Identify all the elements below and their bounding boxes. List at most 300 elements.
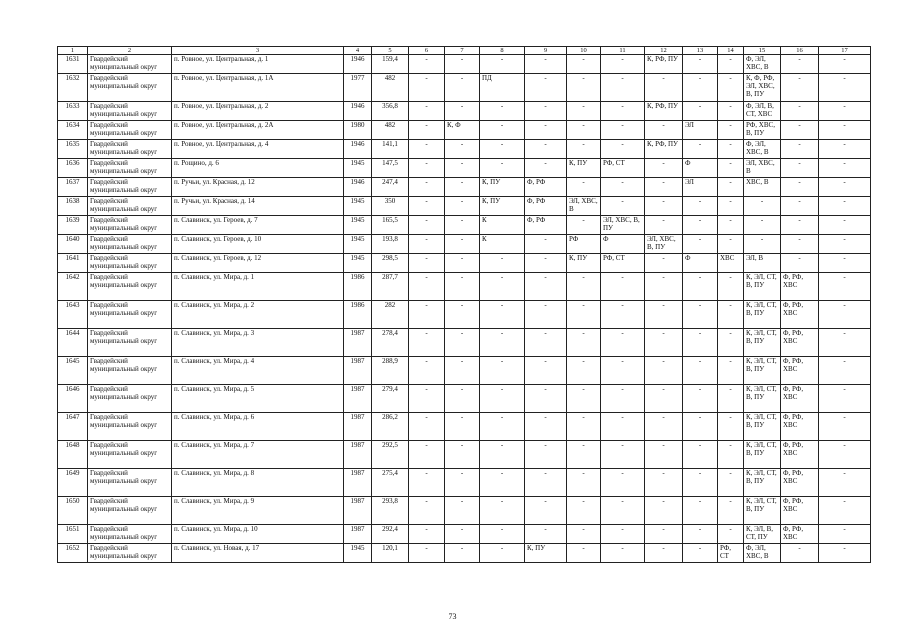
table-cell: - xyxy=(445,441,480,469)
table-cell: - xyxy=(480,497,525,525)
table-cell: - xyxy=(819,178,871,197)
table-cell: 1648 xyxy=(58,441,88,469)
table-cell: - xyxy=(819,497,871,525)
table-cell: п. Ровное, ул. Центральная, д. 1 xyxy=(172,55,344,74)
table-cell: 1987 xyxy=(344,469,372,497)
table-cell: - xyxy=(601,197,645,216)
table-cell: 247,4 xyxy=(372,178,409,197)
table-cell: - xyxy=(567,140,601,159)
column-header: 8 xyxy=(480,47,525,55)
table-cell: п. Ровное, ул. Центральная, д. 2А xyxy=(172,121,344,140)
table-cell: - xyxy=(645,497,683,525)
table-cell: 1640 xyxy=(58,235,88,254)
table-cell: - xyxy=(525,525,567,544)
table-cell: 1631 xyxy=(58,55,88,74)
table-row xyxy=(58,385,871,413)
table-cell: - xyxy=(445,469,480,497)
table-cell: - xyxy=(601,55,645,74)
table-cell: ЭЛ, ХВС, В xyxy=(744,159,781,178)
table-cell: п. Славинск, ул. Мира, д. 7 xyxy=(172,441,344,469)
table-cell: - xyxy=(445,357,480,385)
table-cell: - xyxy=(567,273,601,301)
table-cell: - xyxy=(683,413,718,441)
table-cell: 1647 xyxy=(58,413,88,441)
table-cell: - xyxy=(409,301,445,329)
table-cell: - xyxy=(567,441,601,469)
table-cell: - xyxy=(567,74,601,102)
column-header: 10 xyxy=(567,47,601,55)
table-row xyxy=(58,55,871,74)
table-cell: Ф, ЭЛ, В, СТ, ХВС xyxy=(744,102,781,121)
table-cell: - xyxy=(819,74,871,102)
table-cell: - xyxy=(683,525,718,544)
table-cell: - xyxy=(819,301,871,329)
table-cell: - xyxy=(445,197,480,216)
table-cell: - xyxy=(819,235,871,254)
table-cell: Гвардейский муниципальный округ xyxy=(88,469,172,497)
column-number-row xyxy=(58,47,871,55)
table-cell: - xyxy=(683,385,718,413)
table-cell: - xyxy=(409,254,445,273)
table-cell: - xyxy=(409,74,445,102)
table-cell: - xyxy=(445,413,480,441)
table-cell: 1645 xyxy=(58,357,88,385)
table-cell: - xyxy=(744,235,781,254)
table-cell: - xyxy=(718,497,744,525)
table-body xyxy=(58,55,871,563)
table-cell: - xyxy=(819,197,871,216)
column-header: 14 xyxy=(718,47,744,55)
table-cell: - xyxy=(601,441,645,469)
table-cell: - xyxy=(683,357,718,385)
table-cell: 298,5 xyxy=(372,254,409,273)
table-cell: - xyxy=(645,273,683,301)
table-cell: ЭЛ xyxy=(683,121,718,140)
table-cell: - xyxy=(480,102,525,121)
table-cell: - xyxy=(567,102,601,121)
table-cell: - xyxy=(781,544,819,563)
table-cell: - xyxy=(645,469,683,497)
table-cell: - xyxy=(683,544,718,563)
table-cell: Ф, РФ, ХВС xyxy=(781,497,819,525)
table-cell: К, ПУ xyxy=(525,544,567,563)
column-header: 11 xyxy=(601,47,645,55)
table-cell: - xyxy=(718,55,744,74)
table-cell: - xyxy=(601,329,645,357)
table-cell: ЭЛ, В xyxy=(744,254,781,273)
table-cell: К, ПУ xyxy=(567,159,601,178)
table-cell: Гвардейский муниципальный округ xyxy=(88,413,172,441)
table-cell: - xyxy=(819,469,871,497)
table-cell: - xyxy=(683,55,718,74)
table-cell: - xyxy=(445,235,480,254)
column-header: 3 xyxy=(172,47,344,55)
table-cell: РФ, ХВС, В, ПУ xyxy=(744,121,781,140)
table-cell: - xyxy=(480,469,525,497)
table-cell: - xyxy=(480,441,525,469)
table-cell: - xyxy=(409,544,445,563)
table-cell: 1644 xyxy=(58,329,88,357)
table-cell: - xyxy=(480,301,525,329)
table-cell: 1639 xyxy=(58,216,88,235)
table-cell: - xyxy=(445,385,480,413)
table-cell: - xyxy=(781,140,819,159)
table-cell: 1945 xyxy=(344,197,372,216)
table-cell: - xyxy=(409,140,445,159)
table-cell: Гвардейский муниципальный округ xyxy=(88,197,172,216)
table-cell: - xyxy=(819,413,871,441)
table-cell: - xyxy=(445,140,480,159)
table-cell: 1986 xyxy=(344,301,372,329)
table-cell: - xyxy=(645,216,683,235)
table-cell: - xyxy=(525,329,567,357)
column-header: 7 xyxy=(445,47,480,55)
table-cell: К, ЭЛ, СТ, В, ПУ xyxy=(744,413,781,441)
table-cell: Гвардейский муниципальный округ xyxy=(88,55,172,74)
table-cell: - xyxy=(601,121,645,140)
table-cell: Ф, ЭЛ, ХВС, В xyxy=(744,55,781,74)
table-cell: ХВС xyxy=(718,254,744,273)
table-cell: К, ЭЛ, СТ, В, ПУ xyxy=(744,497,781,525)
table-cell: - xyxy=(781,159,819,178)
table-cell: - xyxy=(718,525,744,544)
table-cell: К, Ф xyxy=(445,121,480,140)
table-row xyxy=(58,140,871,159)
table-cell: - xyxy=(781,102,819,121)
table-cell: - xyxy=(819,525,871,544)
table-cell: - xyxy=(480,357,525,385)
table-cell: 1987 xyxy=(344,525,372,544)
table-cell: п. Славинск, ул. Героев, д. 7 xyxy=(172,216,344,235)
table-cell: - xyxy=(744,197,781,216)
table-cell: - xyxy=(480,385,525,413)
table-row xyxy=(58,178,871,197)
table-cell: - xyxy=(819,216,871,235)
table-row xyxy=(58,197,871,216)
table-cell: - xyxy=(525,357,567,385)
table-cell: - xyxy=(718,121,744,140)
table-cell: К, ЭЛ, В, СТ, ПУ xyxy=(744,525,781,544)
column-header: 5 xyxy=(372,47,409,55)
table-cell: - xyxy=(601,544,645,563)
table-cell: 1636 xyxy=(58,159,88,178)
table-cell: 1650 xyxy=(58,497,88,525)
table-cell: - xyxy=(718,197,744,216)
table-cell: - xyxy=(718,441,744,469)
table-cell: - xyxy=(567,544,601,563)
table-cell: - xyxy=(683,497,718,525)
table-cell: - xyxy=(409,329,445,357)
table-cell: - xyxy=(480,254,525,273)
table-cell: ЭЛ xyxy=(683,178,718,197)
table-cell: К, РФ, ПУ xyxy=(645,55,683,74)
table-row xyxy=(58,102,871,121)
table-cell: РФ xyxy=(567,235,601,254)
table-cell: п. Ровное, ул. Центральная, д. 4 xyxy=(172,140,344,159)
table-cell: - xyxy=(819,544,871,563)
table-cell: Гвардейский муниципальный округ xyxy=(88,301,172,329)
table-row xyxy=(58,216,871,235)
table-cell: п. Славинск, ул. Мира, д. 3 xyxy=(172,329,344,357)
table-cell: Ф, РФ, ХВС xyxy=(781,329,819,357)
table-cell: - xyxy=(445,301,480,329)
table-cell: - xyxy=(819,55,871,74)
table-cell: Ф, РФ, ХВС xyxy=(781,441,819,469)
table-row xyxy=(58,301,871,329)
table-cell: 286,2 xyxy=(372,413,409,441)
table-cell: 1987 xyxy=(344,357,372,385)
table-cell: 482 xyxy=(372,121,409,140)
table-cell: 287,7 xyxy=(372,273,409,301)
table-cell: 1635 xyxy=(58,140,88,159)
column-header: 13 xyxy=(683,47,718,55)
table-cell: - xyxy=(480,159,525,178)
table-cell: - xyxy=(480,121,525,140)
table-cell: 1987 xyxy=(344,385,372,413)
table-cell: - xyxy=(718,159,744,178)
table-cell: - xyxy=(645,254,683,273)
table-cell: - xyxy=(819,121,871,140)
table-cell: - xyxy=(445,55,480,74)
table-cell: - xyxy=(601,273,645,301)
table-cell: К, РФ, ПУ xyxy=(645,140,683,159)
table-cell: - xyxy=(480,525,525,544)
table-cell: п. Славинск, ул. Мира, д. 2 xyxy=(172,301,344,329)
table-cell: Гвардейский муниципальный округ xyxy=(88,159,172,178)
table-cell: - xyxy=(718,413,744,441)
table-cell: 1637 xyxy=(58,178,88,197)
table-cell: 1634 xyxy=(58,121,88,140)
table-cell: - xyxy=(601,525,645,544)
table-row xyxy=(58,357,871,385)
column-header: 9 xyxy=(525,47,567,55)
table-cell: - xyxy=(819,357,871,385)
column-header: 12 xyxy=(645,47,683,55)
table-cell: К, ПУ xyxy=(567,254,601,273)
table-cell: Гвардейский муниципальный округ xyxy=(88,235,172,254)
table-cell: - xyxy=(718,329,744,357)
table-cell: - xyxy=(683,469,718,497)
table-cell: 1946 xyxy=(344,55,372,74)
table-cell: - xyxy=(567,55,601,74)
table-cell: 350 xyxy=(372,197,409,216)
table-cell: - xyxy=(525,140,567,159)
table-cell: - xyxy=(601,74,645,102)
table-cell: - xyxy=(683,441,718,469)
table-cell: Гвардейский муниципальный округ xyxy=(88,385,172,413)
table-cell: ПД xyxy=(480,74,525,102)
table-cell: - xyxy=(819,385,871,413)
table-cell: - xyxy=(781,55,819,74)
table-row xyxy=(58,469,871,497)
table-cell: - xyxy=(445,497,480,525)
table-cell: 1651 xyxy=(58,525,88,544)
table-row xyxy=(58,74,871,102)
table-cell: - xyxy=(683,235,718,254)
table-cell: - xyxy=(718,273,744,301)
table-cell: - xyxy=(445,102,480,121)
table-cell: - xyxy=(718,357,744,385)
table-cell: - xyxy=(525,273,567,301)
table-cell: - xyxy=(645,197,683,216)
table-cell: - xyxy=(781,235,819,254)
table-cell: - xyxy=(409,497,445,525)
table-cell: Ф, РФ, ХВС xyxy=(781,413,819,441)
table-cell: Гвардейский муниципальный округ xyxy=(88,254,172,273)
table-cell: 1646 xyxy=(58,385,88,413)
document-sheet xyxy=(57,46,870,563)
page-number: 73 xyxy=(448,612,457,621)
table-cell: - xyxy=(601,413,645,441)
table-cell: 279,4 xyxy=(372,385,409,413)
table-cell: - xyxy=(781,178,819,197)
table-cell: - xyxy=(683,197,718,216)
table-cell: 1945 xyxy=(344,216,372,235)
table-cell: - xyxy=(819,102,871,121)
table-cell: - xyxy=(409,525,445,544)
table-cell: - xyxy=(683,301,718,329)
table-cell: - xyxy=(409,357,445,385)
column-header: 4 xyxy=(344,47,372,55)
table-cell: К xyxy=(480,216,525,235)
table-cell: 159,4 xyxy=(372,55,409,74)
table-cell: - xyxy=(819,159,871,178)
table-cell: - xyxy=(683,74,718,102)
table-cell: 1946 xyxy=(344,102,372,121)
table-cell: Ф, ЭЛ, ХВС, В xyxy=(744,544,781,563)
table-cell: 1649 xyxy=(58,469,88,497)
table-cell: - xyxy=(567,121,601,140)
table-cell: Гвардейский муниципальный округ xyxy=(88,544,172,563)
table-cell: - xyxy=(601,102,645,121)
table-cell: - xyxy=(567,469,601,497)
table-cell: - xyxy=(445,544,480,563)
table-cell: 482 xyxy=(372,74,409,102)
table-cell: 1642 xyxy=(58,273,88,301)
table-cell: - xyxy=(445,178,480,197)
table-cell: - xyxy=(480,140,525,159)
table-cell: - xyxy=(601,357,645,385)
table-cell: К, ПУ xyxy=(480,178,525,197)
table-cell: Гвардейский муниципальный округ xyxy=(88,121,172,140)
table-cell: - xyxy=(445,273,480,301)
table-cell: п. Славинск, ул. Мира, д. 5 xyxy=(172,385,344,413)
table-cell: - xyxy=(525,441,567,469)
table-cell: РФ, СТ xyxy=(601,254,645,273)
table-cell: - xyxy=(409,385,445,413)
table-cell: РФ, СТ xyxy=(601,159,645,178)
table-cell: 1980 xyxy=(344,121,372,140)
table-cell: 165,5 xyxy=(372,216,409,235)
table-row xyxy=(58,329,871,357)
table-cell: 1945 xyxy=(344,159,372,178)
table-cell: 282 xyxy=(372,301,409,329)
table-cell: - xyxy=(525,469,567,497)
table-cell: 1641 xyxy=(58,254,88,273)
table-cell: - xyxy=(480,544,525,563)
table-cell: - xyxy=(445,525,480,544)
table-cell: - xyxy=(567,525,601,544)
table-cell: К, РФ, ПУ xyxy=(645,102,683,121)
table-cell: Ф, РФ, ХВС xyxy=(781,469,819,497)
table-cell: - xyxy=(744,216,781,235)
table-cell: - xyxy=(567,329,601,357)
table-cell: - xyxy=(567,413,601,441)
table-cell: К, ЭЛ, СТ, В, ПУ xyxy=(744,357,781,385)
table-cell: - xyxy=(480,55,525,74)
table-row xyxy=(58,413,871,441)
table-cell: - xyxy=(567,385,601,413)
table-cell: п. Славинск, ул. Мира, д. 10 xyxy=(172,525,344,544)
table-cell: - xyxy=(480,273,525,301)
table-cell: - xyxy=(525,102,567,121)
table-row xyxy=(58,441,871,469)
table-cell: - xyxy=(683,216,718,235)
table-cell: 1945 xyxy=(344,254,372,273)
table-cell: п. Рощино, д. 6 xyxy=(172,159,344,178)
table-cell: - xyxy=(525,55,567,74)
table-cell: п. Ровное, ул. Центральная, д. 2 xyxy=(172,102,344,121)
table-cell: 1987 xyxy=(344,441,372,469)
table-cell: 1945 xyxy=(344,544,372,563)
table-cell: - xyxy=(718,102,744,121)
table-cell: 141,1 xyxy=(372,140,409,159)
table-cell: К, ЭЛ, СТ, В, ПУ xyxy=(744,273,781,301)
table-cell: Ф, РФ xyxy=(525,216,567,235)
column-header: 6 xyxy=(409,47,445,55)
table-cell: - xyxy=(409,216,445,235)
table-cell: - xyxy=(445,329,480,357)
table-cell: Ф xyxy=(683,159,718,178)
table-cell: - xyxy=(409,102,445,121)
table-cell: К, ПУ xyxy=(480,197,525,216)
table-cell: РФ, СТ xyxy=(718,544,744,563)
table-cell: - xyxy=(819,273,871,301)
table-cell: - xyxy=(445,74,480,102)
table-cell: - xyxy=(525,235,567,254)
table-cell: 1633 xyxy=(58,102,88,121)
table-cell: Гвардейский муниципальный округ xyxy=(88,497,172,525)
table-cell: - xyxy=(525,385,567,413)
table-cell: - xyxy=(525,301,567,329)
table-cell: 1632 xyxy=(58,74,88,102)
table-cell: - xyxy=(445,254,480,273)
table-cell: - xyxy=(645,413,683,441)
table-cell: п. Славинск, ул. Мира, д. 4 xyxy=(172,357,344,385)
table-cell: - xyxy=(645,544,683,563)
table-cell: 1946 xyxy=(344,178,372,197)
table-cell: - xyxy=(567,497,601,525)
table-cell: 288,9 xyxy=(372,357,409,385)
table-cell: - xyxy=(683,329,718,357)
table-cell: - xyxy=(718,301,744,329)
table-cell: Ф, РФ, ХВС xyxy=(781,273,819,301)
table-cell: 1946 xyxy=(344,140,372,159)
table-row xyxy=(58,273,871,301)
table-cell: - xyxy=(525,413,567,441)
table-cell: - xyxy=(718,385,744,413)
table-cell: Гвардейский муниципальный округ xyxy=(88,525,172,544)
table-cell: - xyxy=(409,55,445,74)
table-cell: 120,1 xyxy=(372,544,409,563)
column-header: 17 xyxy=(819,47,871,55)
table-cell: К, ЭЛ, СТ, В, ПУ xyxy=(744,329,781,357)
table-cell: Гвардейский муниципальный округ xyxy=(88,273,172,301)
table-cell: Гвардейский муниципальный округ xyxy=(88,357,172,385)
table-cell: п. Славинск, ул. Мира, д. 8 xyxy=(172,469,344,497)
table-cell: - xyxy=(409,197,445,216)
buildings-table xyxy=(57,46,871,563)
